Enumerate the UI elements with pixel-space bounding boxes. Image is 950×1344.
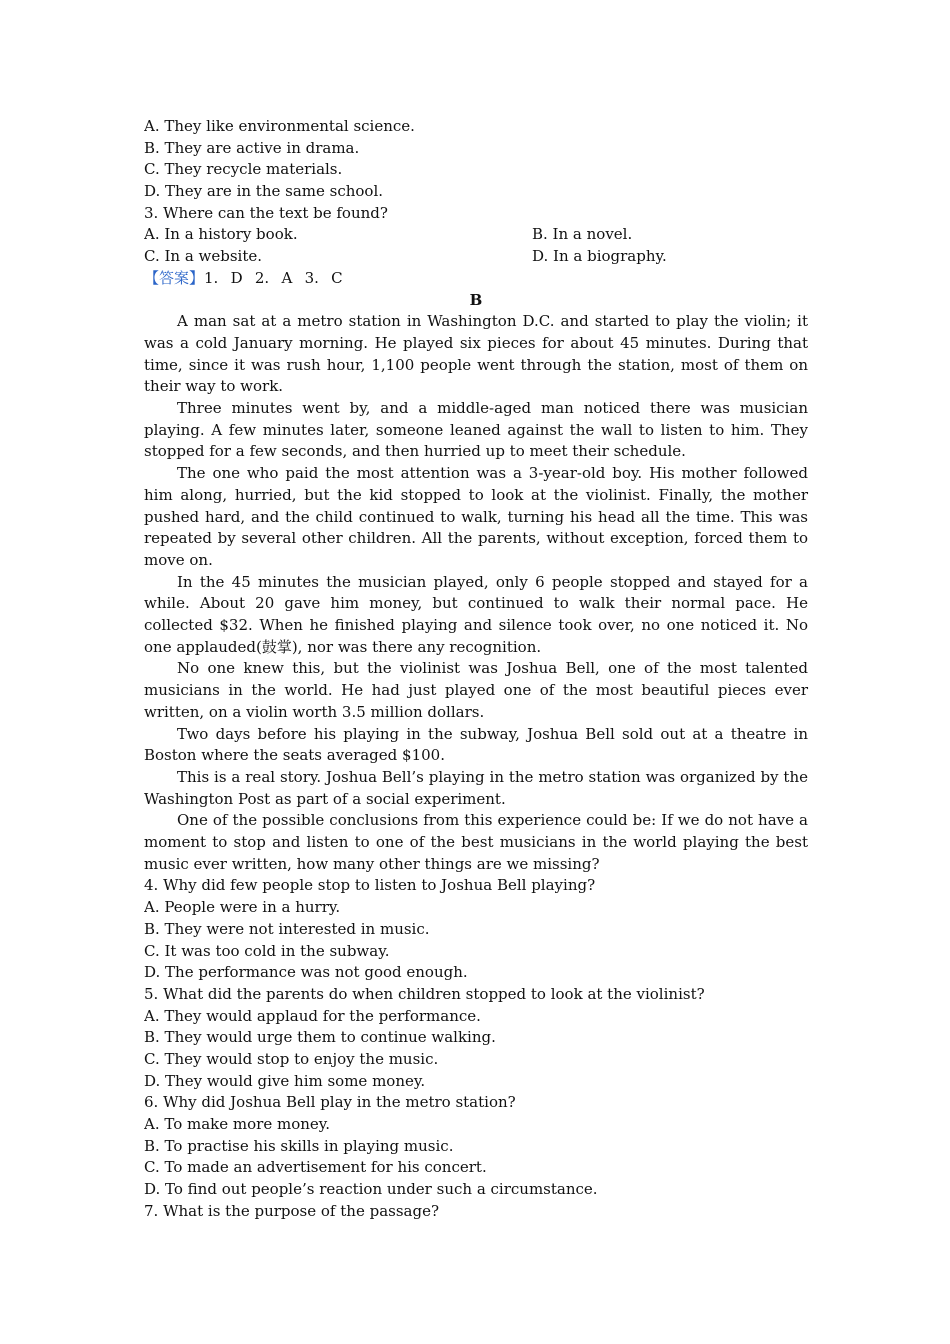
q3-options-row-1 xyxy=(144,224,808,246)
option-line: A. They would applaud for the performance. xyxy=(144,1006,481,1025)
option-line: B. They would urge them to continue walking. xyxy=(144,1028,496,1047)
passage-paragraph: A man sat at a metro station in Washington D.C. and started to play the violin; it was a cold January morning. He played six pieces for about 45 minutes. During that time, since it was rush hour, 1,100 people went through the station, most of them on their way to work. xyxy=(144,312,808,396)
question-5: 5. What did the parents do when children stopped to look at the violinist? xyxy=(144,984,705,1003)
passage-paragraph: No one knew this, but the violinist was Joshua Bell, one of the most talented musicians in the world. He had just played one of the most beautiful pieces ever written, on a violin worth 3.5 million dollars. xyxy=(144,659,808,721)
answer-text: 1. D 2. A 3. C xyxy=(204,268,343,287)
answer-key xyxy=(144,268,808,290)
option-line: A. To make more money. xyxy=(144,1115,331,1134)
option-line: D. They are in the same school. xyxy=(144,182,384,201)
option-line: C. It was too cold in the subway. xyxy=(144,941,390,960)
option-line: C. They recycle materials. xyxy=(144,160,343,179)
option-line: B. They were not interested in music. xyxy=(144,919,430,938)
passage-paragraph: The one who paid the most attention was a 3-year-old boy. His mother followed him along, hurried, but the kid stopped to look at the violinist. Finally, the mother pushed hard, and the child continued to walk, turning his head all the time. This was repeated by several other children. All the parents, without exception, forced them to move on. xyxy=(144,464,808,569)
question-3: 3. Where can the text be found? xyxy=(144,203,388,222)
answer-tag: 【答案】 xyxy=(144,268,205,287)
option-line: B. In a novel. xyxy=(532,225,633,244)
passage-paragraph: One of the possible conclusions from this experience could be: If we do not have a moment to stop and listen to one of the best musicians in the world playing the best music ever written, how many other things are we missing? xyxy=(144,811,808,873)
option-line: A. In a history book. xyxy=(144,225,298,244)
option-line: D. In a biography. xyxy=(532,247,667,266)
option-line: C. They would stop to enjoy the music. xyxy=(144,1049,439,1068)
q3-options-row-2 xyxy=(144,246,808,268)
passage-paragraph: This is a real story. Joshua Bell’s playing in the metro station was organized by the Washington Post as part of a social experiment. xyxy=(144,767,808,808)
section-heading: B xyxy=(469,290,483,309)
option-line: A. People were in a hurry. xyxy=(144,898,341,917)
document-page xyxy=(144,116,808,1222)
option-line: C. In a website. xyxy=(144,247,263,266)
passage-paragraph: Two days before his playing in the subway, Joshua Bell sold out at a theatre in Boston where the seats averaged $100. xyxy=(144,724,808,765)
option-line: B. To practise his skills in playing music. xyxy=(144,1136,454,1155)
question-7: 7. What is the purpose of the passage? xyxy=(144,1201,439,1220)
option-line: A. They like environmental science. xyxy=(144,117,415,135)
question-4: 4. Why did few people stop to listen to Joshua Bell playing? xyxy=(144,876,596,895)
passage-paragraph: In the 45 minutes the musician played, only 6 people stopped and stayed for a while. About 20 gave him money, but continued to walk their normal pace. He collected $32. When he finished playing and silence took over, no one noticed it. No one applauded(鼓掌), nor was there any recognition. xyxy=(144,572,808,656)
option-line: D. The performance was not good enough. xyxy=(144,963,468,982)
option-line: C. To made an advertisement for his concert. xyxy=(144,1158,487,1177)
question-6: 6. Why did Joshua Bell play in the metro station? xyxy=(144,1093,516,1112)
passage-paragraph: Three minutes went by, and a middle-aged man noticed there was musician playing. A few minutes later, someone leaned against the wall to listen to him. They stopped for a few seconds, and then hurried up to meet their schedule. xyxy=(144,399,808,461)
option-line: D. To find out people’s reaction under such a circumstance. xyxy=(144,1180,598,1199)
option-line: B. They are active in drama. xyxy=(144,138,360,157)
option-line: D. They would give him some money. xyxy=(144,1071,426,1090)
